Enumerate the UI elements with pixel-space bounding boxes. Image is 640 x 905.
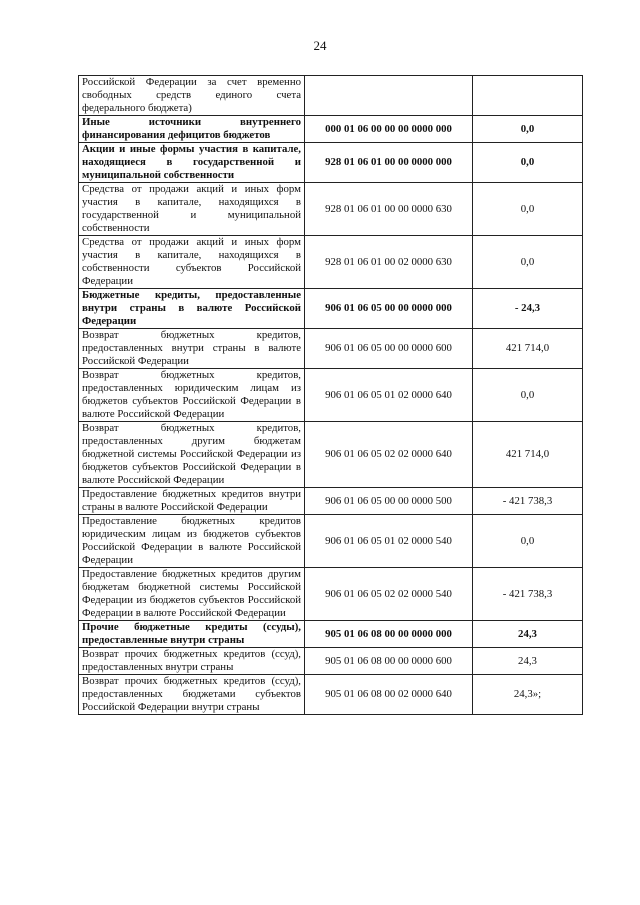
row-amount-cell: - 421 738,3	[473, 488, 583, 515]
table-row	[79, 329, 583, 369]
row-name-cell: Возврат бюджетных кредитов, предоставленных другим бюджетам бюджетной системы Российской Федерации из бюджетов субъектов Российской Федерации в валюте Российской Федерации	[79, 422, 305, 488]
row-amount-cell: 0,0	[473, 143, 583, 183]
row-amount-cell: - 24,3	[473, 289, 583, 329]
table-row	[79, 675, 583, 715]
row-name-cell: Бюджетные кредиты, предоставленные внутри страны в валюте Российской Федерации	[79, 289, 305, 329]
row-name-cell: Предоставление бюджетных кредитов юридическим лицам из бюджетов субъектов Российской Федерации в валюте Российской Федерации	[79, 515, 305, 568]
row-code-cell: 906 01 06 05 00 00 0000 500	[305, 488, 473, 515]
table-row	[79, 488, 583, 515]
row-amount-cell: 0,0	[473, 236, 583, 289]
table-row	[79, 648, 583, 675]
row-code-cell: 906 01 06 05 00 00 0000 000	[305, 289, 473, 329]
row-name-cell: Возврат бюджетных кредитов, предоставленных внутри страны в валюте Российской Федерации	[79, 329, 305, 369]
row-code-cell: 928 01 06 01 00 02 0000 630	[305, 236, 473, 289]
row-name-cell: Предоставление бюджетных кредитов другим бюджетам бюджетной системы Российской Федерации из бюджетов субъектов Российской Федерации в валюте Российской Федерации	[79, 568, 305, 621]
table-row	[79, 143, 583, 183]
row-code-cell: 905 01 06 08 00 00 0000 600	[305, 648, 473, 675]
row-code-cell: 905 01 06 08 00 02 0000 640	[305, 675, 473, 715]
row-code-cell: 906 01 06 05 02 02 0000 540	[305, 568, 473, 621]
row-name-cell: Российской Федерации за счет временно свободных средств единого счета федерального бюджета)	[79, 76, 305, 116]
row-code-cell: 906 01 06 05 01 02 0000 540	[305, 515, 473, 568]
row-name-cell: Средства от продажи акций и иных форм участия в капитале, находящихся в собственности субъектов Российской Федерации	[79, 236, 305, 289]
table-row	[79, 369, 583, 422]
row-name-cell: Прочие бюджетные кредиты (ссуды), предоставленные внутри страны	[79, 621, 305, 648]
row-name-cell: Возврат прочих бюджетных кредитов (ссуд), предоставленных бюджетами субъектов Российской Федерации внутри страны	[79, 675, 305, 715]
table-body	[79, 76, 583, 715]
budget-sources-table	[78, 75, 583, 715]
table-row	[79, 183, 583, 236]
row-name-cell: Иные источники внутреннего финансирования дефицитов бюджетов	[79, 116, 305, 143]
row-amount-cell: 0,0	[473, 369, 583, 422]
row-amount-cell	[473, 76, 583, 116]
row-name-cell: Средства от продажи акций и иных форм участия в капитале, находящихся в государственной и муниципальной собственности	[79, 183, 305, 236]
row-code-cell: 906 01 06 05 02 02 0000 640	[305, 422, 473, 488]
row-amount-cell: - 421 738,3	[473, 568, 583, 621]
row-amount-cell: 24,3	[473, 621, 583, 648]
row-amount-cell: 24,3	[473, 648, 583, 675]
table-row	[79, 76, 583, 116]
page-number: 24	[313, 38, 327, 53]
row-code-cell: 906 01 06 05 01 02 0000 640	[305, 369, 473, 422]
row-amount-cell: 0,0	[473, 515, 583, 568]
row-amount-cell: 421 714,0	[473, 422, 583, 488]
table-row	[79, 116, 583, 143]
row-code-cell: 906 01 06 05 00 00 0000 600	[305, 329, 473, 369]
row-code-cell: 000 01 06 00 00 00 0000 000	[305, 116, 473, 143]
row-name-cell: Возврат прочих бюджетных кредитов (ссуд), предоставленных внутри страны	[79, 648, 305, 675]
row-name-cell: Предоставление бюджетных кредитов внутри страны в валюте Российской Федерации	[79, 488, 305, 515]
table-row	[79, 568, 583, 621]
row-amount-cell: 24,3»;	[473, 675, 583, 715]
row-amount-cell: 0,0	[473, 183, 583, 236]
row-name-cell: Возврат бюджетных кредитов, предоставленных юридическим лицам из бюджетов субъектов Российской Федерации в валюте Российской Федерации	[79, 369, 305, 422]
table-row	[79, 422, 583, 488]
table-row	[79, 289, 583, 329]
row-code-cell	[305, 76, 473, 116]
table-row	[79, 621, 583, 648]
row-amount-cell: 0,0	[473, 116, 583, 143]
row-code-cell: 928 01 06 01 00 00 0000 630	[305, 183, 473, 236]
row-name-cell: Акции и иные формы участия в капитале, находящиеся в государственной и муниципальной собственности	[79, 143, 305, 183]
row-code-cell: 905 01 06 08 00 00 0000 000	[305, 621, 473, 648]
table-row	[79, 236, 583, 289]
table-row	[79, 515, 583, 568]
row-amount-cell: 421 714,0	[473, 329, 583, 369]
row-code-cell: 928 01 06 01 00 00 0000 000	[305, 143, 473, 183]
